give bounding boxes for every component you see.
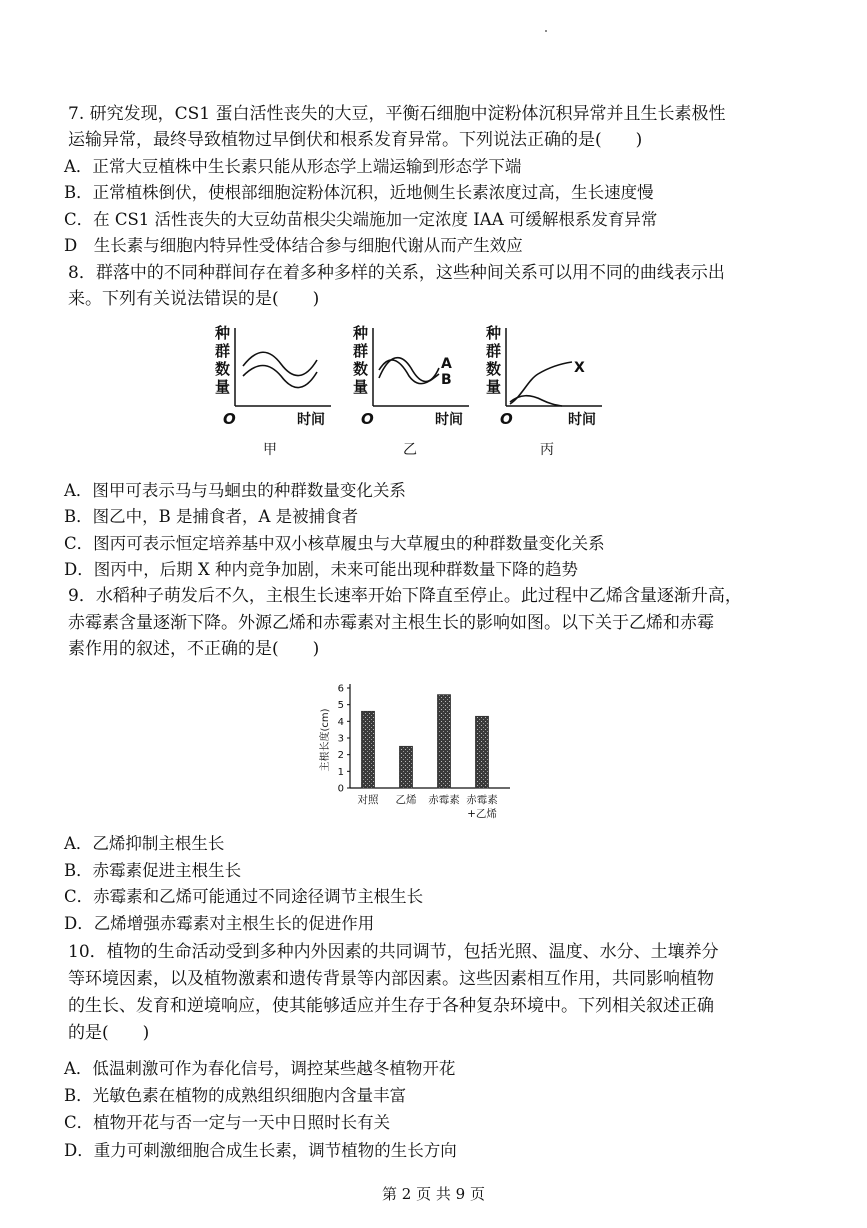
y-axis-ticks [338,684,350,795]
curve-label-a: A [441,356,452,372]
x-tick-label: 赤霉素 [428,794,460,806]
bar [362,711,375,788]
y-label-char-3: 数 [215,360,231,378]
y-label-char-1: 种 [215,324,231,342]
x-tick-label: 赤霉素 [466,794,498,806]
q10-stem-line-2: 等环境因素，以及植物激素和遗传背景等内部因素。这些因素相互作用，共同影响植物 [68,969,714,989]
curve-lower [243,366,317,388]
y-tick-label: 2 [337,750,344,762]
bars [362,695,489,788]
q10-option-a[interactable]: A．低温刺激可作为春化信号，调控某些越冬植物开花 [64,1059,456,1078]
curve-label-b: B [441,372,452,388]
page-footer: 第 2 页 共 9 页 [382,1185,485,1203]
q8-stem-line-1: 8．群落中的不同种群间存在着多种多样的关系，这些种间关系可以用不同的曲线表示出 [68,263,725,283]
y-label-char-4: 量 [215,378,231,396]
figure-yi [345,320,475,460]
q10-option-c[interactable]: C．植物开花与否一定与一天中日照时长有关 [64,1113,391,1132]
y-tick-label: 4 [337,716,344,728]
y-label-char-4: 量 [353,378,369,396]
figure-caption: 乙 [403,442,417,458]
figure-bing [480,320,615,460]
q8-option-a[interactable]: A．图甲可表示马与马蛔虫的种群数量变化关系 [64,481,406,500]
q9-option-a[interactable]: A．乙烯抑制主根生长 [64,834,225,853]
q9-option-c[interactable]: C．赤霉素和乙烯可能通过不同途径调节主根生长 [64,887,424,906]
y-label-char-2: 群 [486,342,502,360]
x-tick-label: 对照 [357,794,379,806]
q9-option-d[interactable]: D．乙烯增强赤霉素对主根生长的促进作用 [64,914,375,933]
bar [476,716,489,788]
q9-stem-line-1: 9．水稻种子萌发后不久，主根生长速率开始下降直至停止。此过程中乙烯含量逐渐升高， [68,586,742,606]
q9-stem-line-2: 赤霉素含量逐渐下降。外源乙烯和赤霉素对主根生长的影响如图。以下关于乙烯和赤霉 [68,613,714,633]
origin-label: O [361,410,374,428]
x-axis-labels [358,793,499,820]
x-tick-label: 乙烯 [395,794,417,806]
y-label-char-1: 种 [353,324,369,342]
x-axis-label: 时间 [435,412,463,428]
y-label-char-2: 群 [353,342,369,360]
q10-stem-line-4: 的是( ) [68,1023,150,1043]
q7-option-a[interactable]: A．正常大豆植株中生长素只能从形态学上端运输到形态学下端 [64,157,522,176]
origin-label: O [500,410,513,428]
y-tick-label: 1 [337,766,344,778]
q9-stem-line-3: 素作用的叙述，不正确的是( ) [68,639,320,659]
y-tick-label: 3 [337,733,344,745]
figure-caption: 甲 [263,442,277,458]
q7-stem-line-2: 运输异常，最终导致植物过早倒伏和根系发育异常。下列说法正确的是( ) [68,130,643,150]
y-tick-label: 5 [337,700,344,712]
q7-option-b[interactable]: B．正常植株倒伏，使根部细胞淀粉体沉积，近地侧生长素浓度过高，生长速度慢 [64,183,654,202]
y-label-char-3: 数 [486,360,502,378]
root-length-bar-chart [310,670,520,830]
origin-label: O [223,410,236,428]
y-label-char-1: 种 [486,324,502,342]
q9-option-b[interactable]: B．赤霉素促进主根生长 [64,861,242,880]
y-label-char-2: 群 [215,342,231,360]
y-axis-label: 主根长度(cm) [320,708,331,772]
y-label-char-4: 量 [486,378,502,396]
figure-jia [205,320,335,460]
bar [400,746,413,788]
curve-upper [243,352,317,375]
q10-option-b[interactable]: B．光敏色素在植物的成熟组织细胞内含量丰富 [64,1086,407,1105]
q10-option-d[interactable]: D．重力可刺激细胞合成生长素，调节植物的生长方向 [64,1141,457,1160]
q7-option-c[interactable]: C．在 CS1 活性丧失的大豆幼苗根尖尖端施加一定浓度 IAA 可缓解根系发育异常 [64,210,658,229]
q7-stem-line-1: 7. 研究发现，CS1 蛋白活性丧失的大豆，平衡石细胞中淀粉体沉积异常并且生长素极性 [68,104,726,124]
curve-label-x: X [574,360,585,376]
bar [438,695,451,788]
q10-stem-line-1: 10．植物的生命活动受到多种内外因素的共同调节，包括光照、温度、水分、土壤养分 [68,942,719,962]
x-axis-label: 时间 [297,412,325,428]
q8-option-d[interactable]: D．图丙中，后期 X 种内竞争加剧，未来可能出现种群数量下降的趋势 [64,560,578,579]
q8-stem-line-2: 来。下列有关说法错误的是( ) [68,289,320,309]
q8-option-c[interactable]: C．图丙可表示恒定培养基中双小核草履虫与大草履虫的种群数量变化关系 [64,534,605,553]
y-tick-label: 0 [337,783,344,795]
q10-stem-line-3: 的生长、发育和逆境响应，使其能够适应并生存于各种复杂环境中。下列相关叙述正确 [68,996,714,1016]
q7-option-d[interactable]: D 生长素与细胞内特异性受体结合参与细胞代谢从而产生效应 [64,236,523,255]
y-tick-label: 6 [337,683,344,695]
scan-speck [545,30,547,32]
x-axis-label: 时间 [568,412,596,428]
q8-option-b[interactable]: B．图乙中，B 是捕食者，A 是被捕食者 [64,507,359,526]
x-tick-label: +乙烯 [467,808,497,820]
curve-declining [510,396,562,406]
y-label-char-3: 数 [353,360,369,378]
figure-caption: 丙 [540,442,554,458]
